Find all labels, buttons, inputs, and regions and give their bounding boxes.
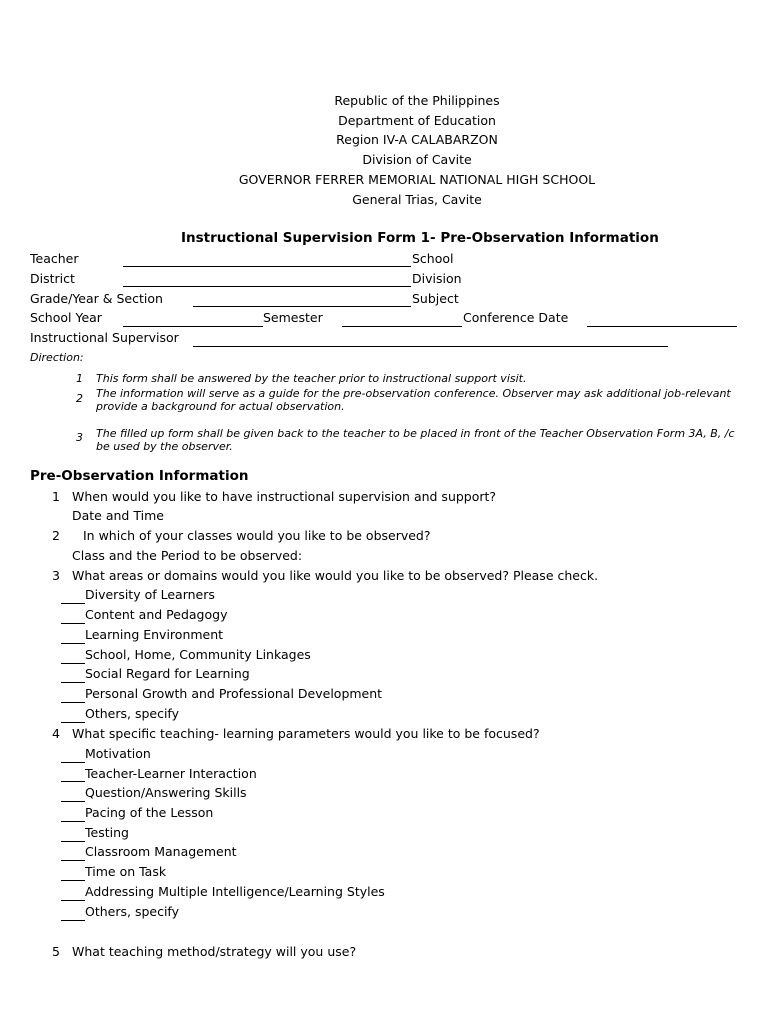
q4-option: Addressing Multiple Intelligence/Learning Styles — [85, 884, 385, 899]
q3-option: Social Regard for Learning — [85, 666, 250, 681]
q3-option: Diversity of Learners — [85, 587, 215, 602]
checkbox-blank[interactable] — [61, 880, 85, 881]
checkbox-blank[interactable] — [61, 841, 85, 842]
checkbox-blank[interactable] — [61, 663, 85, 664]
district-field[interactable] — [123, 286, 411, 287]
q1-sub: Date and Time — [72, 508, 164, 523]
school-year-field[interactable] — [123, 326, 263, 327]
q4-num: 4 — [52, 726, 60, 741]
checkbox-blank[interactable] — [61, 623, 85, 624]
q4-option: Classroom Management — [85, 844, 237, 859]
q3-text: What areas or domains would you like would you like to be observed? Please check. — [72, 568, 599, 583]
semester-label: Semester — [263, 310, 323, 325]
q5-text: What teaching method/strategy will you use? — [72, 944, 357, 959]
q3-option: Content and Pedagogy — [85, 607, 228, 622]
q2-text: In which of your classes would you like to be observed? — [83, 528, 431, 543]
q3-option: Learning Environment — [85, 627, 224, 642]
checkbox-blank[interactable] — [61, 860, 85, 861]
q3-option: Others, specify — [85, 706, 180, 721]
conference-date-field[interactable] — [587, 326, 737, 327]
form-title: Instructional Supervision Form 1- Pre-Observation Information — [181, 230, 659, 246]
checkbox-blank[interactable] — [61, 762, 85, 763]
q1-text: When would you like to have instructional supervision and support? — [72, 489, 497, 504]
checkbox-blank[interactable] — [61, 603, 85, 604]
header-line-school: GOVERNOR FERRER MEMORIAL NATIONAL HIGH SCHOOL — [238, 172, 596, 187]
q4-option: Testing — [85, 825, 129, 840]
q1-num: 1 — [52, 489, 60, 504]
direction-text-3a: The filled up form shall be given back to the teacher to be placed in front of the Teacher Observation Form 3A, B, /c — [96, 427, 735, 440]
q2-num: 2 — [52, 528, 60, 543]
q4-option: Question/Answering Skills — [85, 785, 247, 800]
q4-text: What specific teaching- learning parameters would you like to be focused? — [72, 726, 540, 741]
direction-text-2b: provide a background for actual observation. — [96, 400, 345, 413]
checkbox-blank[interactable] — [61, 702, 85, 703]
checkbox-blank[interactable] — [61, 781, 85, 782]
checkbox-blank[interactable] — [61, 821, 85, 822]
q4-option: Pacing of the Lesson — [85, 805, 214, 820]
header-line-location: General Trias, Cavite — [352, 192, 482, 207]
header-line-region: Region IV-A CALABARZON — [336, 132, 498, 147]
checkbox-blank[interactable] — [61, 682, 85, 683]
header-line-division: Division of Cavite — [362, 152, 472, 167]
q3-num: 3 — [52, 568, 60, 583]
q3-option: School, Home, Community Linkages — [85, 647, 311, 662]
checkbox-blank[interactable] — [61, 920, 85, 921]
grade-section-field[interactable] — [193, 306, 411, 307]
q4-option: Time on Task — [85, 864, 167, 879]
supervisor-label: Instructional Supervisor — [30, 330, 179, 345]
header-line-republic: Republic of the Philippines — [334, 93, 500, 108]
checkbox-blank[interactable] — [61, 801, 85, 802]
direction-text-2a: The information will serve as a guide for the pre-observation conference. Observer may ask additional job-relevant — [96, 387, 731, 400]
checkbox-blank[interactable] — [61, 722, 85, 723]
direction-label: Direction: — [30, 351, 84, 364]
section-title: Pre-Observation Information — [30, 468, 249, 484]
district-label: District — [30, 271, 75, 286]
q4-option: Motivation — [85, 746, 151, 761]
header-line-department: Department of Education — [338, 113, 496, 128]
teacher-field[interactable] — [123, 266, 411, 267]
semester-field[interactable] — [342, 326, 462, 327]
direction-num-1: 1 — [76, 372, 83, 385]
q5-num: 5 — [52, 944, 60, 959]
division-label: Division — [412, 271, 462, 286]
conference-date-label: Conference Date — [463, 310, 569, 325]
q2-sub: Class and the Period to be observed: — [72, 548, 303, 563]
grade-section-label: Grade/Year & Section — [30, 291, 163, 306]
direction-text-1: This form shall be answered by the teacher prior to instructional support visit. — [96, 372, 527, 385]
direction-text-3b: be used by the observer. — [96, 440, 233, 453]
teacher-label: Teacher — [30, 251, 79, 266]
q3-option: Personal Growth and Professional Development — [85, 686, 383, 701]
q4-option: Teacher-Learner Interaction — [85, 766, 257, 781]
direction-num-2: 2 — [76, 392, 83, 405]
checkbox-blank[interactable] — [61, 900, 85, 901]
direction-num-3: 3 — [76, 431, 83, 444]
school-label: School — [412, 251, 454, 266]
checkbox-blank[interactable] — [61, 643, 85, 644]
q4-option: Others, specify — [85, 904, 180, 919]
supervisor-field[interactable] — [193, 346, 668, 347]
subject-label: Subject — [412, 291, 459, 306]
school-year-label: School Year — [30, 310, 102, 325]
